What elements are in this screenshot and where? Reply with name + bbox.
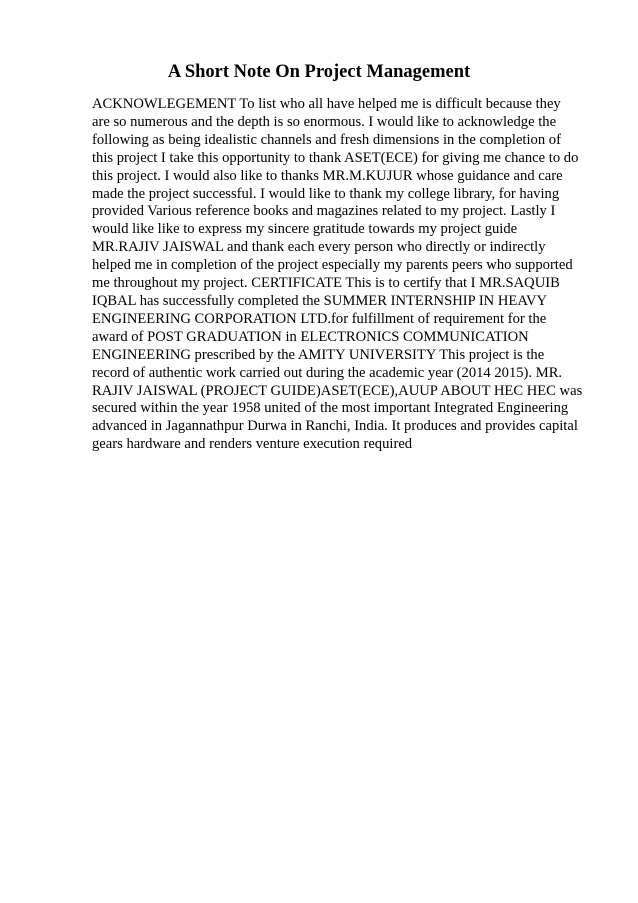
body-line: award of POST GRADUATION in ELECTRONICS COMMUNICATION — [92, 328, 529, 345]
body-line: would like like to express my sincere gratitude towards my project guide — [92, 221, 518, 238]
body-line: record of authentic work carried out during the academic year (2014 2015). MR. — [92, 364, 563, 381]
body-line: this project I take this opportunity to thank ASET(ECE) for giving me chance to do — [92, 149, 579, 166]
body-line: me throughout my project. CERTIFICATE This is to certify that I MR.SAQUIB — [92, 275, 560, 292]
body-line: advanced in Jagannathpur Durwa in Ranchi, India. It produces and provides capital — [92, 418, 578, 435]
body-line: ENGINEERING prescribed by the AMITY UNIVERSITY This project is the — [92, 346, 545, 363]
body-line: ENGINEERING CORPORATION LTD.for fulfillment of requirement for the — [92, 310, 547, 327]
body-line: provided Various reference books and magazines related to my project. Lastly I — [92, 203, 556, 220]
body-line: are so numerous and the depth is so enormous. I would like to acknowledge the — [92, 113, 557, 130]
body-line: RAJIV JAISWAL (PROJECT GUIDE)ASET(ECE),AUUP ABOUT HEC HEC was — [92, 382, 583, 399]
body-line: gears hardware and renders venture execution required — [92, 436, 413, 453]
body-line: IQBAL has successfully completed the SUMMER INTERNSHIP IN HEAVY — [92, 292, 548, 309]
body-line: following as being idealistic channels and fresh dimensions in the completion of — [92, 131, 561, 148]
body-line: MR.RAJIV JAISWAL and thank each every person who directly or indirectly — [92, 239, 546, 256]
body-line: secured within the year 1958 united of the most important Integrated Engineering — [92, 400, 569, 417]
document-title: A Short Note On Project Management — [167, 62, 471, 82]
body-line: helped me in completion of the project especially my parents peers who supported — [92, 257, 573, 274]
body-line: made the project successful. I would like to thank my college library, for having — [92, 185, 560, 202]
body-line: this project. I would also like to thanks MR.M.KUJUR whose guidance and care — [92, 167, 563, 184]
document-body — [92, 96, 592, 454]
body-line: ACKNOWLEGEMENT To list who all have helped me is difficult because they — [92, 96, 561, 112]
